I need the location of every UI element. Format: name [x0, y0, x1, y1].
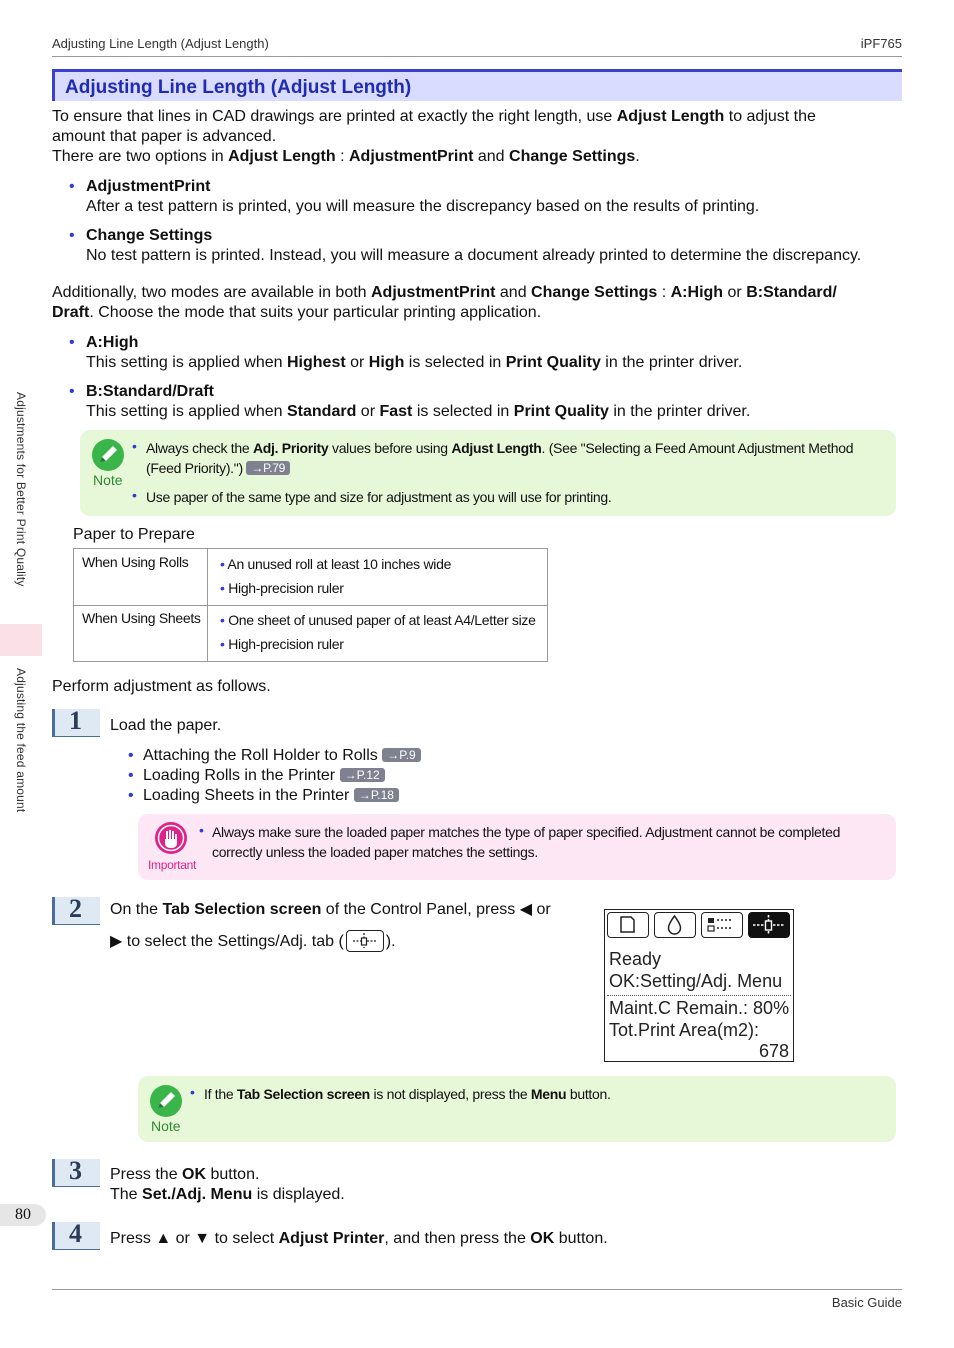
important-text-cont: correctly unless the loaded paper matches the settings. — [212, 844, 538, 860]
table-cell — [74, 606, 208, 662]
control-panel-display — [604, 909, 794, 1062]
running-header-title: Adjusting Line Length (Adjust Length) — [52, 36, 269, 51]
note-label: Note — [93, 472, 123, 488]
page-number: 80 — [15, 1206, 31, 1223]
bullet-icon: • — [220, 612, 229, 628]
intro-line-3: There are two options in Adjust Length : AdjustmentPrint and Change Settings. — [52, 148, 640, 165]
paper-table — [73, 548, 548, 662]
list-item: • High-precision ruler — [220, 636, 344, 652]
paper-tab-icon — [607, 912, 649, 938]
side-section-label: Adjustments for Better Print Quality — [14, 392, 28, 587]
important-text: Always make sure the loaded paper matches the type of paper specified. Adjustment cannot be completed — [212, 824, 841, 840]
option-title: Change Settings — [86, 227, 213, 244]
modes-intro-line-2: Draft. Choose the mode that suits your particular printing application. — [52, 304, 542, 321]
option-desc: No test pattern is printed. Instead, you will measure a document already printed to determine the discrepancy. — [86, 247, 862, 264]
step-number-badge — [52, 706, 100, 737]
mode-title: A:High — [86, 334, 139, 351]
bullet-icon: • — [128, 767, 134, 784]
side-subsection-label: Adjusting the feed amount — [14, 668, 28, 813]
intro-line-2: amount that paper is advanced. — [52, 128, 277, 145]
step-text-cont: ▶ to select the Settings/Adj. tab ( ). — [110, 930, 396, 952]
page-ref-link[interactable]: →P.9 — [382, 748, 420, 762]
step-number-badge — [52, 894, 100, 925]
list-item: • High-precision ruler — [220, 580, 344, 596]
left-arrow-icon: ◀ — [519, 901, 532, 918]
note-item: If the Tab Selection screen is not displayed, press the Menu button. — [204, 1086, 611, 1102]
step-number: 2 — [69, 894, 82, 923]
row-label: When Using Rolls — [82, 554, 189, 570]
lcd-divider — [607, 995, 791, 996]
table-cell — [74, 549, 208, 606]
bullet-icon: • — [220, 556, 228, 572]
ink-tab-icon — [654, 912, 696, 938]
bullet-icon: • — [69, 178, 75, 195]
bullet-icon: • — [132, 487, 137, 503]
section-title-bar — [52, 69, 902, 101]
step-number: 3 — [69, 1156, 82, 1185]
step-text-cont: The Set./Adj. Menu is displayed. — [110, 1186, 345, 1203]
modes-intro-line-1: Additionally, two modes are available in both AdjustmentPrint and Change Settings : A:High or B:Standard/ — [52, 284, 837, 301]
option-desc: After a test pattern is printed, you will measure the discrepancy based on the results of printing. — [86, 198, 760, 215]
step-number: 4 — [69, 1219, 82, 1248]
bullet-icon: • — [199, 822, 204, 838]
step-number: 1 — [69, 706, 82, 735]
note-item: Always check the Adj. Priority values before using Adjust Length. (See "Selecting a Feed Amount Adjustment Method — [146, 440, 854, 456]
important-label: Important — [148, 858, 196, 872]
note-box — [138, 1076, 896, 1142]
option-title: AdjustmentPrint — [86, 178, 211, 195]
note-item: Use paper of the same type and size for adjustment as you will use for printing. — [146, 489, 612, 505]
important-box — [138, 814, 896, 880]
table-cell — [208, 549, 548, 606]
page-number-tab — [0, 1204, 46, 1226]
step-text: On the Tab Selection screen of the Control Panel, press ◀ or — [110, 901, 551, 918]
note-label: Note — [151, 1118, 181, 1134]
bullet-icon: • — [128, 787, 134, 804]
table-row — [74, 606, 548, 662]
right-arrow-icon: ▶ — [110, 933, 123, 950]
side-tab-marker — [0, 624, 42, 656]
bullet-icon: • — [69, 383, 75, 400]
footer-guide-name: Basic Guide — [831, 1295, 902, 1310]
step-number-badge — [52, 1156, 100, 1187]
header-rule — [52, 56, 902, 57]
bullet-icon: • — [220, 636, 229, 652]
note-item-cont: (Feed Priority).") →P.79 — [146, 458, 290, 478]
paper-caption: Paper to Prepare — [73, 526, 195, 543]
perform-text: Perform adjustment as follows. — [52, 678, 271, 695]
step-text: Press the OK button. — [110, 1166, 260, 1183]
link-item[interactable]: Loading Rolls in the Printer →P.12 — [143, 766, 385, 786]
lcd-hint: OK:Setting/Adj. Menu — [609, 971, 783, 991]
step-text: Press ▲ or ▼ to select Adjust Printer, and then press the OK button. — [110, 1230, 608, 1247]
table-cell — [208, 606, 548, 662]
lcd-area-label: Tot.Print Area(m2): — [609, 1020, 760, 1040]
table-row — [74, 549, 548, 606]
bullet-icon: • — [220, 580, 229, 596]
step-text: Load the paper. — [110, 717, 222, 734]
page-ref-link[interactable]: →P.12 — [340, 768, 385, 782]
lcd-status: Ready — [609, 949, 662, 969]
page-title: Adjusting Line Length (Adjust Length) — [65, 77, 412, 98]
lcd-area-value: 678 — [758, 1041, 789, 1061]
mode-desc: This setting is applied when Standard or Fast is selected in Print Quality in the printer driver. — [86, 403, 751, 420]
list-item: • One sheet of unused paper of at least A4/Letter size — [220, 612, 536, 628]
footer-rule — [52, 1289, 902, 1290]
page-ref-link[interactable]: →P.18 — [354, 788, 399, 802]
job-tab-icon — [701, 912, 743, 938]
settings-adj-tab-icon — [346, 930, 384, 952]
row-label: When Using Sheets — [82, 610, 201, 626]
lcd-maint: Maint.C Remain.: 80% — [609, 998, 790, 1018]
page-ref-link[interactable]: →P.79 — [246, 461, 290, 475]
link-item[interactable]: Attaching the Roll Holder to Rolls →P.9 — [143, 746, 421, 766]
intro-line-1: To ensure that lines in CAD drawings are printed at exactly the right length, use Adjust Length to adjust the — [52, 108, 816, 125]
bullet-icon: • — [128, 747, 134, 764]
bullet-icon: • — [132, 438, 137, 454]
bullet-icon: • — [190, 1084, 195, 1100]
note-box — [80, 430, 896, 516]
step-number-badge — [52, 1219, 100, 1250]
note-pencil-icon — [91, 438, 125, 472]
bullet-icon: • — [69, 227, 75, 244]
mode-desc: This setting is applied when Highest or High is selected in Print Quality in the printer driver. — [86, 354, 743, 371]
link-item[interactable]: Loading Sheets in the Printer →P.18 — [143, 786, 399, 806]
bullet-icon: • — [69, 334, 75, 351]
running-header-model: iPF765 — [860, 36, 902, 51]
important-hand-icon — [154, 821, 188, 855]
settings-tab-icon-selected — [748, 912, 790, 938]
mode-title: B:Standard/Draft — [86, 383, 215, 400]
note-pencil-icon — [149, 1084, 183, 1118]
list-item: • An unused roll at least 10 inches wide — [220, 556, 452, 572]
